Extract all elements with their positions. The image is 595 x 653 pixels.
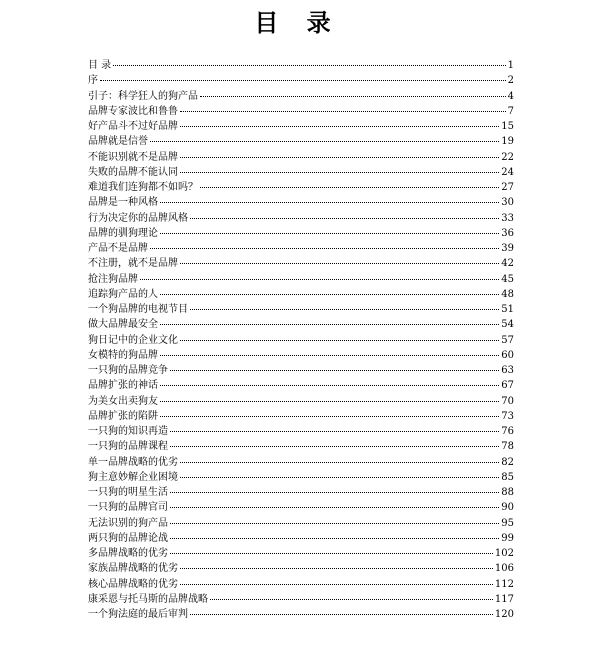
toc-entry-title: 不注册，就不是品牌 — [88, 258, 178, 270]
toc-entry[interactable] — [88, 333, 514, 348]
toc-entry[interactable] — [88, 363, 514, 378]
toc-entry-title: 产品不是品牌 — [88, 243, 148, 254]
toc-entry-title: 引子：科学狂人的狗产品 — [88, 90, 198, 102]
toc-entry[interactable] — [88, 165, 514, 180]
dot-leader — [160, 401, 499, 402]
toc-entry-title: 目 录 — [88, 60, 112, 71]
toc-entry-page-number: 106 — [494, 563, 514, 575]
toc-entry-page-number: 63 — [501, 365, 514, 376]
toc-entry[interactable] — [88, 180, 514, 195]
dot-leader — [180, 263, 499, 264]
toc-entry-page-number: 90 — [501, 502, 514, 514]
toc-entry-page-number: 60 — [501, 349, 514, 361]
toc-entry-title: 品牌是一种风格 — [88, 197, 158, 209]
toc-entry-title: 追踪狗产品的人 — [88, 288, 158, 300]
toc-entry-page-number: 4 — [507, 90, 514, 102]
toc-entry-page-number: 27 — [501, 182, 514, 193]
toc-entry-title: 序 — [88, 75, 98, 87]
toc-entry-page-number: 112 — [494, 578, 514, 590]
toc-entry-page-number: 42 — [501, 258, 514, 270]
toc-entry-title: 两只狗的品牌论战 — [88, 532, 168, 544]
toc-entry-title: 品牌扩张的神话 — [88, 380, 158, 392]
toc-entry-page-number: 78 — [501, 441, 514, 453]
toc-entry-page-number: 99 — [501, 532, 514, 544]
toc-entry-page-number: 48 — [501, 288, 514, 300]
dot-leader — [160, 294, 499, 295]
toc-entry[interactable] — [88, 317, 514, 332]
dot-leader — [180, 111, 506, 112]
dot-leader — [150, 248, 499, 249]
dot-leader — [180, 477, 499, 478]
dot-leader — [190, 309, 499, 310]
toc-entry[interactable] — [88, 241, 514, 256]
toc-entry-page-number: 117 — [494, 593, 514, 605]
toc-entry-title: 做大品牌最安全 — [88, 319, 158, 331]
toc-entry[interactable] — [88, 439, 514, 454]
toc-entry-page-number: 22 — [501, 151, 514, 163]
toc-entry-title: 不能识别就不是品牌 — [88, 151, 178, 163]
toc-entry-page-number: 33 — [501, 212, 514, 224]
toc-entry-title: 家族品牌战略的优劣 — [88, 563, 178, 575]
toc-entry-title: 好产品斗不过好品牌 — [88, 121, 178, 132]
dot-leader — [160, 385, 499, 386]
toc-entry-title: 多品牌战略的优劣 — [88, 548, 168, 559]
toc-entry[interactable] — [88, 577, 514, 592]
dot-leader — [190, 218, 499, 219]
dot-leader — [170, 370, 499, 371]
dot-leader — [170, 446, 499, 447]
toc-entry[interactable] — [88, 348, 514, 363]
toc-entry-page-number: 36 — [501, 227, 514, 239]
toc-entry-title: 单一品牌战略的优劣 — [88, 456, 178, 468]
dot-leader — [200, 187, 499, 188]
toc-entry-title: 行为决定你的品牌风格 — [88, 212, 188, 224]
toc-entry-title: 品牌扩张的陷阱 — [88, 410, 158, 422]
toc-entry-page-number: 2 — [507, 75, 514, 87]
toc-entry-title: 一只狗的品牌官司 — [88, 502, 168, 514]
toc-entry[interactable] — [88, 485, 514, 500]
toc-entry-page-number: 73 — [501, 410, 514, 422]
toc-entry[interactable] — [88, 607, 514, 622]
dot-leader — [160, 233, 499, 234]
toc-entry-title: 一个狗法庭的最后审判 — [88, 609, 188, 620]
dot-leader — [140, 279, 499, 280]
toc-entry-title: 无法识别的狗产品 — [88, 517, 168, 529]
dot-leader — [200, 96, 506, 97]
toc-entry-page-number: 88 — [501, 487, 514, 498]
dot-leader — [160, 324, 499, 325]
toc-entry-page-number: 30 — [501, 197, 514, 209]
toc-entry[interactable] — [88, 89, 514, 104]
toc-entry[interactable] — [88, 409, 514, 424]
toc-entry[interactable] — [88, 195, 514, 210]
toc-entry-title: 女模特的狗品牌 — [88, 349, 158, 361]
toc-entry-page-number: 15 — [501, 121, 514, 132]
toc-entry-page-number: 51 — [501, 304, 514, 315]
toc-entry[interactable] — [88, 546, 514, 561]
toc-entry[interactable] — [88, 378, 514, 393]
dot-leader — [180, 126, 499, 127]
toc-entry-title: 品牌专家波比和鲁鲁 — [88, 105, 178, 117]
toc-entry[interactable] — [88, 592, 514, 607]
toc-entry-page-number: 67 — [501, 380, 514, 392]
dot-leader — [210, 599, 493, 600]
toc-entry-page-number: 45 — [501, 273, 514, 285]
toc-entry[interactable] — [88, 394, 514, 409]
toc-entry[interactable] — [88, 150, 514, 165]
toc-entry-title: 品牌就是信誉 — [88, 136, 148, 148]
dot-leader — [170, 538, 499, 539]
dot-leader — [160, 416, 499, 417]
toc-entry-page-number: 39 — [501, 243, 514, 254]
toc-entry-page-number: 19 — [501, 136, 514, 148]
toc-entry-title: 核心品牌战略的优劣 — [88, 578, 178, 590]
dot-leader — [180, 340, 499, 341]
toc-entry-page-number: 57 — [501, 334, 514, 346]
toc-entry-title: 难道我们连狗都不如吗？ — [88, 182, 198, 193]
toc-entry-page-number: 1 — [507, 60, 514, 71]
toc-entry[interactable] — [88, 211, 514, 226]
toc-heading: 目 录 — [254, 8, 341, 37]
toc-entry[interactable] — [88, 561, 514, 576]
toc-entry-title: 为美女出卖狗友 — [88, 395, 158, 407]
toc-entry-page-number: 76 — [501, 426, 514, 437]
toc-entry[interactable] — [88, 104, 514, 119]
toc-entry[interactable] — [88, 287, 514, 302]
toc-entry-title: 一只狗的品牌竞争 — [88, 365, 168, 376]
dot-leader — [170, 523, 499, 524]
toc-entry-page-number: 95 — [501, 517, 514, 529]
toc-entry[interactable] — [88, 516, 514, 531]
dot-leader — [170, 507, 499, 508]
toc-entry[interactable] — [88, 256, 514, 271]
toc-entry-page-number: 85 — [501, 471, 514, 483]
toc-entry-page-number: 24 — [501, 166, 514, 178]
toc-entry-page-number: 82 — [501, 456, 514, 468]
dot-leader — [190, 614, 493, 615]
dot-leader — [170, 492, 499, 493]
toc-list — [88, 58, 514, 622]
toc-entry-title: 抢注狗品牌 — [88, 273, 138, 285]
dot-leader — [113, 65, 505, 66]
toc-entry-title: 一只狗的品牌课程 — [88, 441, 168, 453]
toc-entry[interactable] — [88, 424, 514, 439]
dot-leader — [180, 462, 499, 463]
toc-entry-title: 康采恩与托马斯的品牌战略 — [88, 593, 208, 605]
dot-leader — [170, 431, 499, 432]
toc-entry[interactable] — [88, 470, 514, 485]
dot-leader — [180, 568, 493, 569]
toc-entry[interactable] — [88, 302, 514, 317]
dot-leader — [180, 172, 499, 173]
toc-entry-title: 一只狗的明星生活 — [88, 487, 168, 498]
toc-entry-page-number: 120 — [494, 609, 514, 620]
toc-entry[interactable] — [88, 134, 514, 149]
dot-leader — [180, 157, 499, 158]
toc-entry-title: 狗主意妙解企业困境 — [88, 471, 178, 483]
toc-entry[interactable] — [88, 272, 514, 287]
dot-leader — [170, 553, 493, 554]
toc-entry[interactable] — [88, 531, 514, 546]
toc-entry[interactable] — [88, 455, 514, 470]
toc-entry-title: 品牌的驯狗理论 — [88, 227, 158, 239]
toc-entry[interactable] — [88, 73, 514, 88]
toc-entry-page-number: 70 — [501, 395, 514, 407]
toc-entry-page-number: 7 — [507, 105, 514, 117]
dot-leader — [180, 584, 493, 585]
toc-entry-title: 狗日记中的企业文化 — [88, 334, 178, 346]
toc-entry-title: 一个狗品牌的电视节目 — [88, 304, 188, 315]
dot-leader — [100, 80, 506, 81]
toc-entry-page-number: 102 — [494, 548, 514, 559]
toc-entry-page-number: 54 — [501, 319, 514, 331]
toc-entry[interactable] — [88, 119, 514, 134]
toc-entry[interactable] — [88, 500, 514, 515]
dot-leader — [160, 202, 499, 203]
dot-leader — [160, 355, 499, 356]
toc-entry[interactable] — [88, 58, 514, 73]
toc-entry-title: 失败的品牌不能认同 — [88, 166, 178, 178]
dot-leader — [150, 141, 499, 142]
toc-entry-title: 一只狗的知识再造 — [88, 426, 168, 437]
toc-entry[interactable] — [88, 226, 514, 241]
